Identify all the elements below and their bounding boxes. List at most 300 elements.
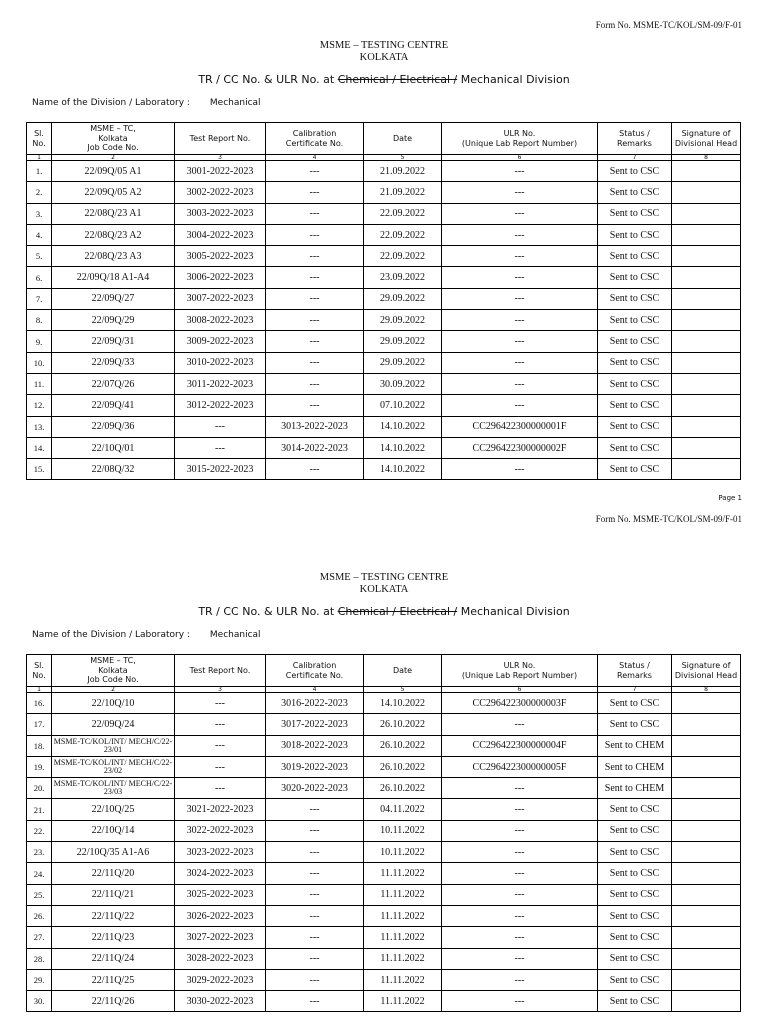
table-row	[27, 459, 741, 480]
title-suffix: Mechanical Division	[457, 605, 570, 618]
cell-date: 29.09.2022	[364, 310, 442, 331]
cell-date: 14.10.2022	[364, 416, 442, 437]
cell-sl-no: 5.	[27, 246, 52, 267]
cell-date: 11.11.2022	[364, 948, 442, 969]
cell-calibration-cert-no: ---	[266, 267, 364, 288]
cell-status: Sent to CSC	[598, 224, 672, 245]
table-row	[27, 161, 741, 182]
column-number: 2	[52, 687, 175, 693]
cell-date: 04.11.2022	[364, 799, 442, 820]
cell-job-code: 22/09Q/36	[52, 416, 175, 437]
cell-sl-no: 21.	[27, 799, 52, 820]
cell-signature	[672, 437, 741, 458]
form-number: Form No. MSME-TC/KOL/SM-09/F-01	[595, 514, 742, 524]
cell-test-report-no: 3026-2022-2023	[175, 905, 266, 926]
cell-calibration-cert-no: 3019-2022-2023	[266, 756, 364, 777]
cell-ulr-no: CC296422300000004F	[442, 735, 598, 756]
cell-sl-no: 27.	[27, 927, 52, 948]
cell-test-report-no: 3001-2022-2023	[175, 161, 266, 182]
cell-ulr-no: CC296422300000003F	[442, 693, 598, 714]
cell-ulr-no: ---	[442, 459, 598, 480]
table-row	[27, 969, 741, 990]
cell-calibration-cert-no: ---	[266, 395, 364, 416]
cell-status: Sent to CSC	[598, 863, 672, 884]
header-date: Date	[364, 655, 442, 687]
cell-status: Sent to CSC	[598, 842, 672, 863]
cell-status: Sent to CSC	[598, 927, 672, 948]
cell-date: 26.10.2022	[364, 778, 442, 799]
cell-ulr-no: CC296422300000001F	[442, 416, 598, 437]
cell-ulr-no: ---	[442, 842, 598, 863]
cell-signature	[672, 395, 741, 416]
cell-calibration-cert-no: 3013-2022-2023	[266, 416, 364, 437]
cell-calibration-cert-no: ---	[266, 991, 364, 1012]
cell-status: Sent to CSC	[598, 288, 672, 309]
cell-job-code: 22/09Q/33	[52, 352, 175, 373]
cell-test-report-no: ---	[175, 778, 266, 799]
cell-ulr-no: CC296422300000002F	[442, 437, 598, 458]
cell-date: 23.09.2022	[364, 267, 442, 288]
cell-job-code: MSME-TC/KOL/INT/ MECH/C/22-23/02	[52, 756, 175, 777]
cell-date: 29.09.2022	[364, 352, 442, 373]
cell-status: Sent to CSC	[598, 161, 672, 182]
cell-test-report-no: 3005-2022-2023	[175, 246, 266, 267]
cell-status: Sent to CSC	[598, 969, 672, 990]
cell-ulr-no: ---	[442, 905, 598, 926]
cell-status: Sent to CSC	[598, 331, 672, 352]
cell-job-code: 22/11Q/21	[52, 884, 175, 905]
cell-job-code: 22/10Q/10	[52, 693, 175, 714]
table-row	[27, 991, 741, 1012]
cell-status: Sent to CSC	[598, 395, 672, 416]
cell-calibration-cert-no: ---	[266, 288, 364, 309]
cell-sl-no: 19.	[27, 756, 52, 777]
cell-status: Sent to CSC	[598, 948, 672, 969]
cell-calibration-cert-no: ---	[266, 820, 364, 841]
cell-calibration-cert-no: ---	[266, 799, 364, 820]
cell-sl-no: 14.	[27, 437, 52, 458]
cell-calibration-cert-no: 3016-2022-2023	[266, 693, 364, 714]
cell-test-report-no: 3012-2022-2023	[175, 395, 266, 416]
header-calibration: Calibration Certificate No.	[266, 655, 364, 687]
cell-signature	[672, 714, 741, 735]
cell-job-code: 22/11Q/20	[52, 863, 175, 884]
table-row	[27, 799, 741, 820]
division-line	[32, 98, 261, 108]
cell-date: 21.09.2022	[364, 182, 442, 203]
header-signature: Signature of Divisional Head	[672, 123, 741, 155]
cell-calibration-cert-no: ---	[266, 203, 364, 224]
cell-signature	[672, 459, 741, 480]
cell-job-code: 22/08Q/32	[52, 459, 175, 480]
title-prefix: TR / CC No. & ULR No. at	[198, 73, 338, 86]
division-label: Name of the Division / Laboratory :	[32, 630, 190, 640]
cell-job-code: 22/11Q/25	[52, 969, 175, 990]
cell-signature	[672, 735, 741, 756]
cell-status: Sent to CSC	[598, 310, 672, 331]
cell-test-report-no: ---	[175, 416, 266, 437]
cell-sl-no: 29.	[27, 969, 52, 990]
cell-status: Sent to CSC	[598, 714, 672, 735]
cell-date: 11.11.2022	[364, 905, 442, 926]
cell-sl-no: 26.	[27, 905, 52, 926]
cell-test-report-no: 3006-2022-2023	[175, 267, 266, 288]
cell-sl-no: 3.	[27, 203, 52, 224]
cell-date: 26.10.2022	[364, 714, 442, 735]
cell-date: 29.09.2022	[364, 288, 442, 309]
cell-sl-no: 1.	[27, 161, 52, 182]
cell-signature	[672, 161, 741, 182]
cell-test-report-no: 3004-2022-2023	[175, 224, 266, 245]
table-row	[27, 927, 741, 948]
cell-calibration-cert-no: 3014-2022-2023	[266, 437, 364, 458]
column-number: 3	[175, 687, 266, 693]
cell-signature	[672, 884, 741, 905]
cell-test-report-no: ---	[175, 735, 266, 756]
register-table	[26, 122, 741, 480]
cell-test-report-no: ---	[175, 756, 266, 777]
cell-signature	[672, 288, 741, 309]
cell-status: Sent to CSC	[598, 203, 672, 224]
cell-test-report-no: 3027-2022-2023	[175, 927, 266, 948]
header-test-report: Test Report No.	[175, 123, 266, 155]
table-row	[27, 714, 741, 735]
header-date: Date	[364, 123, 442, 155]
cell-ulr-no: ---	[442, 246, 598, 267]
cell-calibration-cert-no: ---	[266, 863, 364, 884]
table-row	[27, 905, 741, 926]
cell-calibration-cert-no: ---	[266, 182, 364, 203]
cell-signature	[672, 969, 741, 990]
cell-date: 07.10.2022	[364, 395, 442, 416]
cell-ulr-no: ---	[442, 161, 598, 182]
cell-date: 11.11.2022	[364, 927, 442, 948]
cell-status: Sent to CSC	[598, 799, 672, 820]
form-number: Form No. MSME-TC/KOL/SM-09/F-01	[595, 20, 742, 30]
cell-test-report-no: 3022-2022-2023	[175, 820, 266, 841]
cell-ulr-no: ---	[442, 714, 598, 735]
org-city: KOLKATA	[359, 584, 409, 595]
cell-signature	[672, 352, 741, 373]
cell-calibration-cert-no: ---	[266, 969, 364, 990]
cell-ulr-no: ---	[442, 884, 598, 905]
cell-test-report-no: 3024-2022-2023	[175, 863, 266, 884]
column-number: 2	[52, 155, 175, 161]
cell-date: 22.09.2022	[364, 224, 442, 245]
cell-date: 14.10.2022	[364, 437, 442, 458]
cell-date: 21.09.2022	[364, 161, 442, 182]
cell-test-report-no: 3029-2022-2023	[175, 969, 266, 990]
org-city: KOLKATA	[359, 52, 409, 63]
cell-sl-no: 24.	[27, 863, 52, 884]
column-number: 5	[364, 687, 442, 693]
column-number: 1	[27, 155, 52, 161]
cell-test-report-no: 3007-2022-2023	[175, 288, 266, 309]
cell-signature	[672, 991, 741, 1012]
cell-job-code: 22/11Q/22	[52, 905, 175, 926]
header-test-report: Test Report No.	[175, 655, 266, 687]
cell-calibration-cert-no: ---	[266, 842, 364, 863]
cell-ulr-no: ---	[442, 948, 598, 969]
cell-signature	[672, 756, 741, 777]
table-row	[27, 267, 741, 288]
cell-ulr-no: CC296422300000005F	[442, 756, 598, 777]
cell-signature	[672, 842, 741, 863]
cell-signature	[672, 224, 741, 245]
table-row	[27, 224, 741, 245]
cell-date: 26.10.2022	[364, 756, 442, 777]
cell-sl-no: 25.	[27, 884, 52, 905]
cell-signature	[672, 905, 741, 926]
cell-job-code: MSME-TC/KOL/INT/ MECH/C/22-23/01	[52, 735, 175, 756]
register-title	[0, 73, 768, 86]
cell-job-code: 22/09Q/05 A2	[52, 182, 175, 203]
cell-date: 22.09.2022	[364, 246, 442, 267]
column-number: 7	[598, 155, 672, 161]
page-2	[0, 532, 768, 1024]
table-row	[27, 842, 741, 863]
cell-sl-no: 28.	[27, 948, 52, 969]
cell-ulr-no: ---	[442, 310, 598, 331]
cell-sl-no: 2.	[27, 182, 52, 203]
cell-signature	[672, 267, 741, 288]
cell-job-code: 22/08Q/23 A1	[52, 203, 175, 224]
cell-ulr-no: ---	[442, 395, 598, 416]
cell-job-code: 22/10Q/25	[52, 799, 175, 820]
cell-status: Sent to CSC	[598, 820, 672, 841]
cell-sl-no: 16.	[27, 693, 52, 714]
table-row	[27, 693, 741, 714]
table-row	[27, 203, 741, 224]
cell-job-code: 22/10Q/35 A1-A6	[52, 842, 175, 863]
cell-job-code: 22/09Q/27	[52, 288, 175, 309]
cell-sl-no: 30.	[27, 991, 52, 1012]
cell-test-report-no: ---	[175, 693, 266, 714]
table-row	[27, 395, 741, 416]
cell-calibration-cert-no: ---	[266, 246, 364, 267]
title-struck-divisions: Chemical / Electrical /	[337, 605, 458, 618]
cell-sl-no: 18.	[27, 735, 52, 756]
cell-job-code: 22/09Q/24	[52, 714, 175, 735]
cell-date: 10.11.2022	[364, 820, 442, 841]
cell-ulr-no: ---	[442, 799, 598, 820]
cell-test-report-no: 3011-2022-2023	[175, 373, 266, 394]
table-row	[27, 310, 741, 331]
cell-signature	[672, 778, 741, 799]
cell-status: Sent to CSC	[598, 693, 672, 714]
cell-date: 30.09.2022	[364, 373, 442, 394]
cell-sl-no: 4.	[27, 224, 52, 245]
table-row	[27, 352, 741, 373]
cell-calibration-cert-no: 3017-2022-2023	[266, 714, 364, 735]
table-row	[27, 288, 741, 309]
cell-job-code: 22/09Q/41	[52, 395, 175, 416]
cell-signature	[672, 246, 741, 267]
cell-test-report-no: 3030-2022-2023	[175, 991, 266, 1012]
cell-status: Sent to CSC	[598, 905, 672, 926]
cell-status: Sent to CSC	[598, 246, 672, 267]
cell-ulr-no: ---	[442, 352, 598, 373]
cell-signature	[672, 693, 741, 714]
register-body	[27, 693, 741, 1012]
cell-job-code: 22/08Q/23 A3	[52, 246, 175, 267]
cell-calibration-cert-no: ---	[266, 948, 364, 969]
cell-sl-no: 22.	[27, 820, 52, 841]
cell-calibration-cert-no: ---	[266, 927, 364, 948]
cell-sl-no: 9.	[27, 331, 52, 352]
cell-calibration-cert-no: ---	[266, 905, 364, 926]
table-row	[27, 416, 741, 437]
register-body	[27, 161, 741, 480]
header-job-code: MSME – TC, Kolkata Job Code No.	[52, 123, 175, 155]
cell-sl-no: 20.	[27, 778, 52, 799]
column-number: 5	[364, 155, 442, 161]
cell-ulr-no: ---	[442, 778, 598, 799]
header-row	[27, 655, 741, 687]
cell-signature	[672, 331, 741, 352]
title-suffix: Mechanical Division	[457, 73, 570, 86]
cell-status: Sent to CSC	[598, 182, 672, 203]
cell-sl-no: 10.	[27, 352, 52, 373]
cell-test-report-no: 3023-2022-2023	[175, 842, 266, 863]
title-struck-divisions: Chemical / Electrical /	[337, 73, 458, 86]
cell-calibration-cert-no: ---	[266, 224, 364, 245]
cell-calibration-cert-no: ---	[266, 373, 364, 394]
column-number: 3	[175, 155, 266, 161]
cell-calibration-cert-no: ---	[266, 310, 364, 331]
cell-status: Sent to CSC	[598, 373, 672, 394]
cell-test-report-no: ---	[175, 714, 266, 735]
cell-status: Sent to CHEM	[598, 778, 672, 799]
cell-date: 11.11.2022	[364, 991, 442, 1012]
cell-sl-no: 7.	[27, 288, 52, 309]
cell-date: 10.11.2022	[364, 842, 442, 863]
table-row	[27, 778, 741, 799]
cell-job-code: 22/09Q/29	[52, 310, 175, 331]
cell-calibration-cert-no: 3018-2022-2023	[266, 735, 364, 756]
title-prefix: TR / CC No. & ULR No. at	[198, 605, 338, 618]
division-label: Name of the Division / Laboratory :	[32, 98, 190, 108]
cell-calibration-cert-no: ---	[266, 884, 364, 905]
cell-ulr-no: ---	[442, 863, 598, 884]
table-row	[27, 948, 741, 969]
column-number: 6	[442, 687, 598, 693]
cell-test-report-no: 3025-2022-2023	[175, 884, 266, 905]
cell-signature	[672, 799, 741, 820]
cell-sl-no: 8.	[27, 310, 52, 331]
cell-calibration-cert-no: ---	[266, 352, 364, 373]
header-ulr: ULR No. (Unique Lab Report Number)	[442, 123, 598, 155]
register-table	[26, 654, 741, 1012]
cell-status: Sent to CSC	[598, 884, 672, 905]
cell-date: 14.10.2022	[364, 693, 442, 714]
cell-job-code: 22/10Q/01	[52, 437, 175, 458]
cell-job-code: 22/11Q/26	[52, 991, 175, 1012]
cell-job-code: 22/10Q/14	[52, 820, 175, 841]
cell-signature	[672, 820, 741, 841]
cell-job-code: 22/11Q/23	[52, 927, 175, 948]
cell-ulr-no: ---	[442, 927, 598, 948]
cell-signature	[672, 373, 741, 394]
cell-signature	[672, 927, 741, 948]
cell-job-code: 22/09Q/31	[52, 331, 175, 352]
cell-test-report-no: 3021-2022-2023	[175, 799, 266, 820]
column-number: 6	[442, 155, 598, 161]
cell-ulr-no: ---	[442, 820, 598, 841]
cell-job-code: 22/11Q/24	[52, 948, 175, 969]
table-row	[27, 756, 741, 777]
cell-sl-no: 6.	[27, 267, 52, 288]
cell-sl-no: 15.	[27, 459, 52, 480]
header-job-code: MSME – TC, Kolkata Job Code No.	[52, 655, 175, 687]
cell-ulr-no: ---	[442, 373, 598, 394]
column-number: 4	[266, 687, 364, 693]
cell-signature	[672, 310, 741, 331]
cell-signature	[672, 182, 741, 203]
division-value: Mechanical	[209, 630, 261, 640]
column-number: 7	[598, 687, 672, 693]
cell-date: 29.09.2022	[364, 331, 442, 352]
header-row	[27, 123, 741, 155]
cell-date: 26.10.2022	[364, 735, 442, 756]
cell-sl-no: 11.	[27, 373, 52, 394]
cell-signature	[672, 948, 741, 969]
cell-ulr-no: ---	[442, 288, 598, 309]
cell-status: Sent to CSC	[598, 459, 672, 480]
cell-status: Sent to CHEM	[598, 756, 672, 777]
cell-status: Sent to CSC	[598, 437, 672, 458]
page-number: Page 1	[718, 494, 742, 502]
division-line	[32, 630, 261, 640]
table-row	[27, 884, 741, 905]
header-status: Status / Remarks	[598, 123, 672, 155]
cell-ulr-no: ---	[442, 203, 598, 224]
cell-date: 11.11.2022	[364, 969, 442, 990]
cell-ulr-no: ---	[442, 267, 598, 288]
column-number: 1	[27, 687, 52, 693]
cell-ulr-no: ---	[442, 969, 598, 990]
cell-job-code: 22/07Q/26	[52, 373, 175, 394]
cell-status: Sent to CSC	[598, 991, 672, 1012]
cell-calibration-cert-no: ---	[266, 161, 364, 182]
header-calibration: Calibration Certificate No.	[266, 123, 364, 155]
cell-ulr-no: ---	[442, 331, 598, 352]
cell-sl-no: 17.	[27, 714, 52, 735]
cell-test-report-no: 3028-2022-2023	[175, 948, 266, 969]
cell-job-code: 22/09Q/18 A1-A4	[52, 267, 175, 288]
cell-calibration-cert-no: ---	[266, 459, 364, 480]
org-name: MSME – TESTING CENTRE	[319, 572, 449, 583]
cell-test-report-no: 3008-2022-2023	[175, 310, 266, 331]
cell-status: Sent to CSC	[598, 352, 672, 373]
cell-calibration-cert-no: 3020-2022-2023	[266, 778, 364, 799]
cell-calibration-cert-no: ---	[266, 331, 364, 352]
column-number: 8	[672, 687, 741, 693]
cell-job-code: 22/08Q/23 A2	[52, 224, 175, 245]
cell-signature	[672, 863, 741, 884]
cell-sl-no: 12.	[27, 395, 52, 416]
cell-signature	[672, 416, 741, 437]
cell-date: 11.11.2022	[364, 863, 442, 884]
cell-sl-no: 13.	[27, 416, 52, 437]
table-row	[27, 820, 741, 841]
table-row	[27, 246, 741, 267]
cell-job-code: 22/09Q/05 A1	[52, 161, 175, 182]
column-number: 4	[266, 155, 364, 161]
cell-date: 11.11.2022	[364, 884, 442, 905]
cell-status: Sent to CSC	[598, 267, 672, 288]
cell-test-report-no: 3015-2022-2023	[175, 459, 266, 480]
